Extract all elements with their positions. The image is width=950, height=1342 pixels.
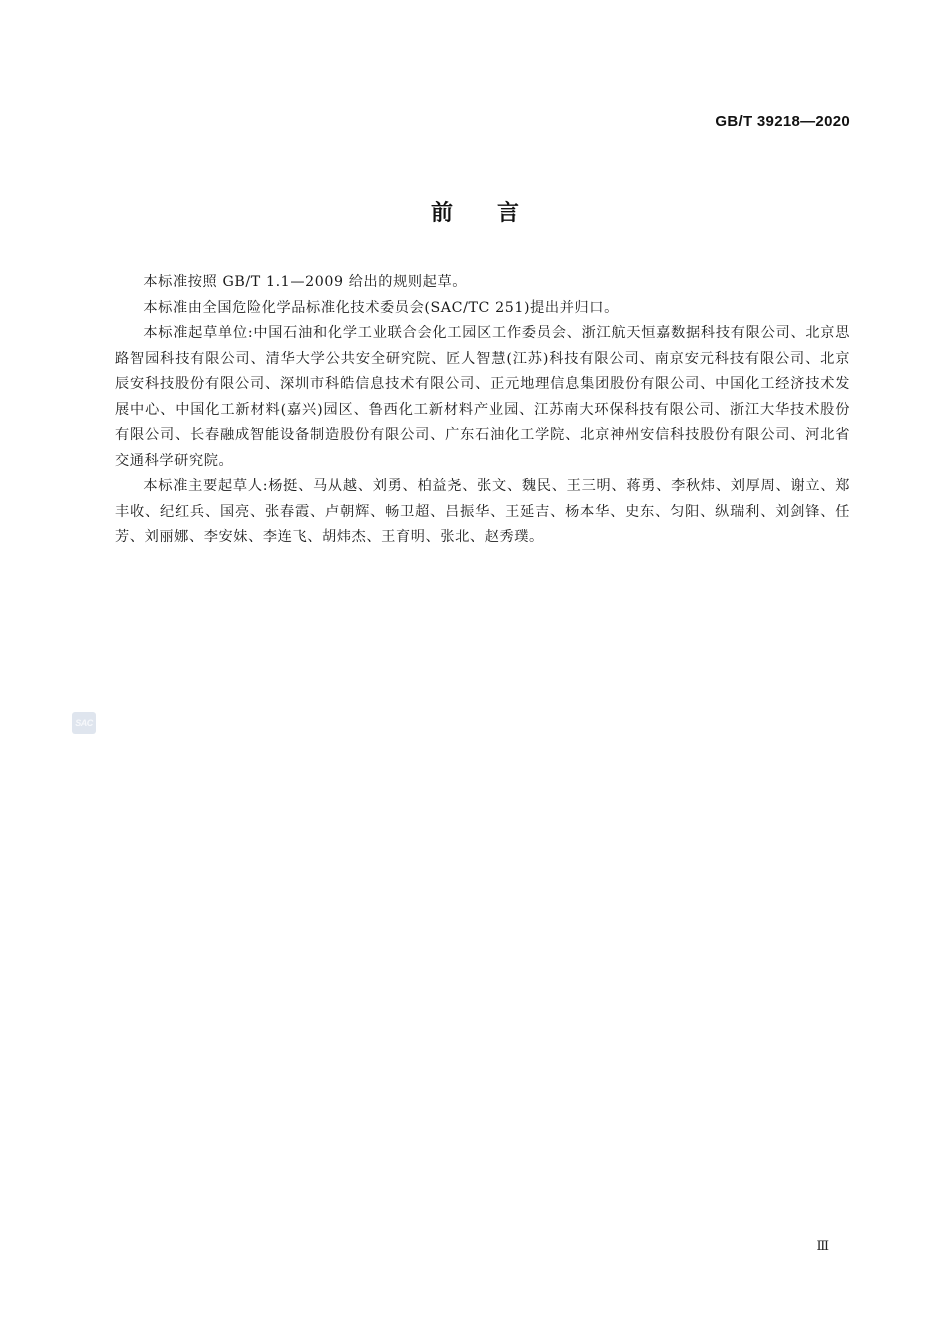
page-number: Ⅲ bbox=[816, 1238, 829, 1253]
standard-number: GB/T 39218—2020 bbox=[715, 113, 850, 130]
sac-watermark-logo: SAC bbox=[72, 712, 96, 734]
paragraph-drafting-rules: 本标准按照 GB/T 1.1—2009 给出的规则起草。 bbox=[143, 274, 468, 290]
paragraph-drafters: 本标准主要起草人:杨挺、马从越、刘勇、柏益尧、张文、魏民、王三明、蒋勇、李秋炜、刘厚周、谢立、郑丰收、纪红兵、国亮、张春霞、卢朝辉、畅卫超、吕振华、王延吉、杨本华、史东、匀阳、纵瑞利、刘剑锋、任芳、刘丽娜、李安妹、李连飞、胡炜杰、王育明、张北、赵秀璞。 bbox=[115, 478, 850, 545]
paragraph-proposer: 本标准由全国危险化学品标准化技术委员会(SAC/TC 251)提出并归口。 bbox=[143, 299, 619, 316]
foreword-body bbox=[115, 270, 850, 551]
paragraph-drafting-units: 本标准起草单位:中国石油和化学工业联合会化工园区工作委员会、浙江航天恒嘉数据科技有限公司、北京思路智园科技有限公司、清华大学公共安全研究院、匠人智慧(江苏)科技有限公司、南京安元科技有限公司、北京辰安科技股份有限公司、深圳市科皓信息技术有限公司、正元地理信息集团股份有限公司、中国化工经济技术发展中心、中国化工新材料(嘉兴)园区、鲁西化工新材料产业园、江苏南大环保科技有限公司、浙江大华技术股份有限公司、长春融成智能设备制造股份有限公司、广东石油化工学院、北京神州安信科技股份有限公司、河北省交通科学研究院。 bbox=[115, 325, 850, 469]
page-title: 前言 bbox=[430, 201, 563, 226]
